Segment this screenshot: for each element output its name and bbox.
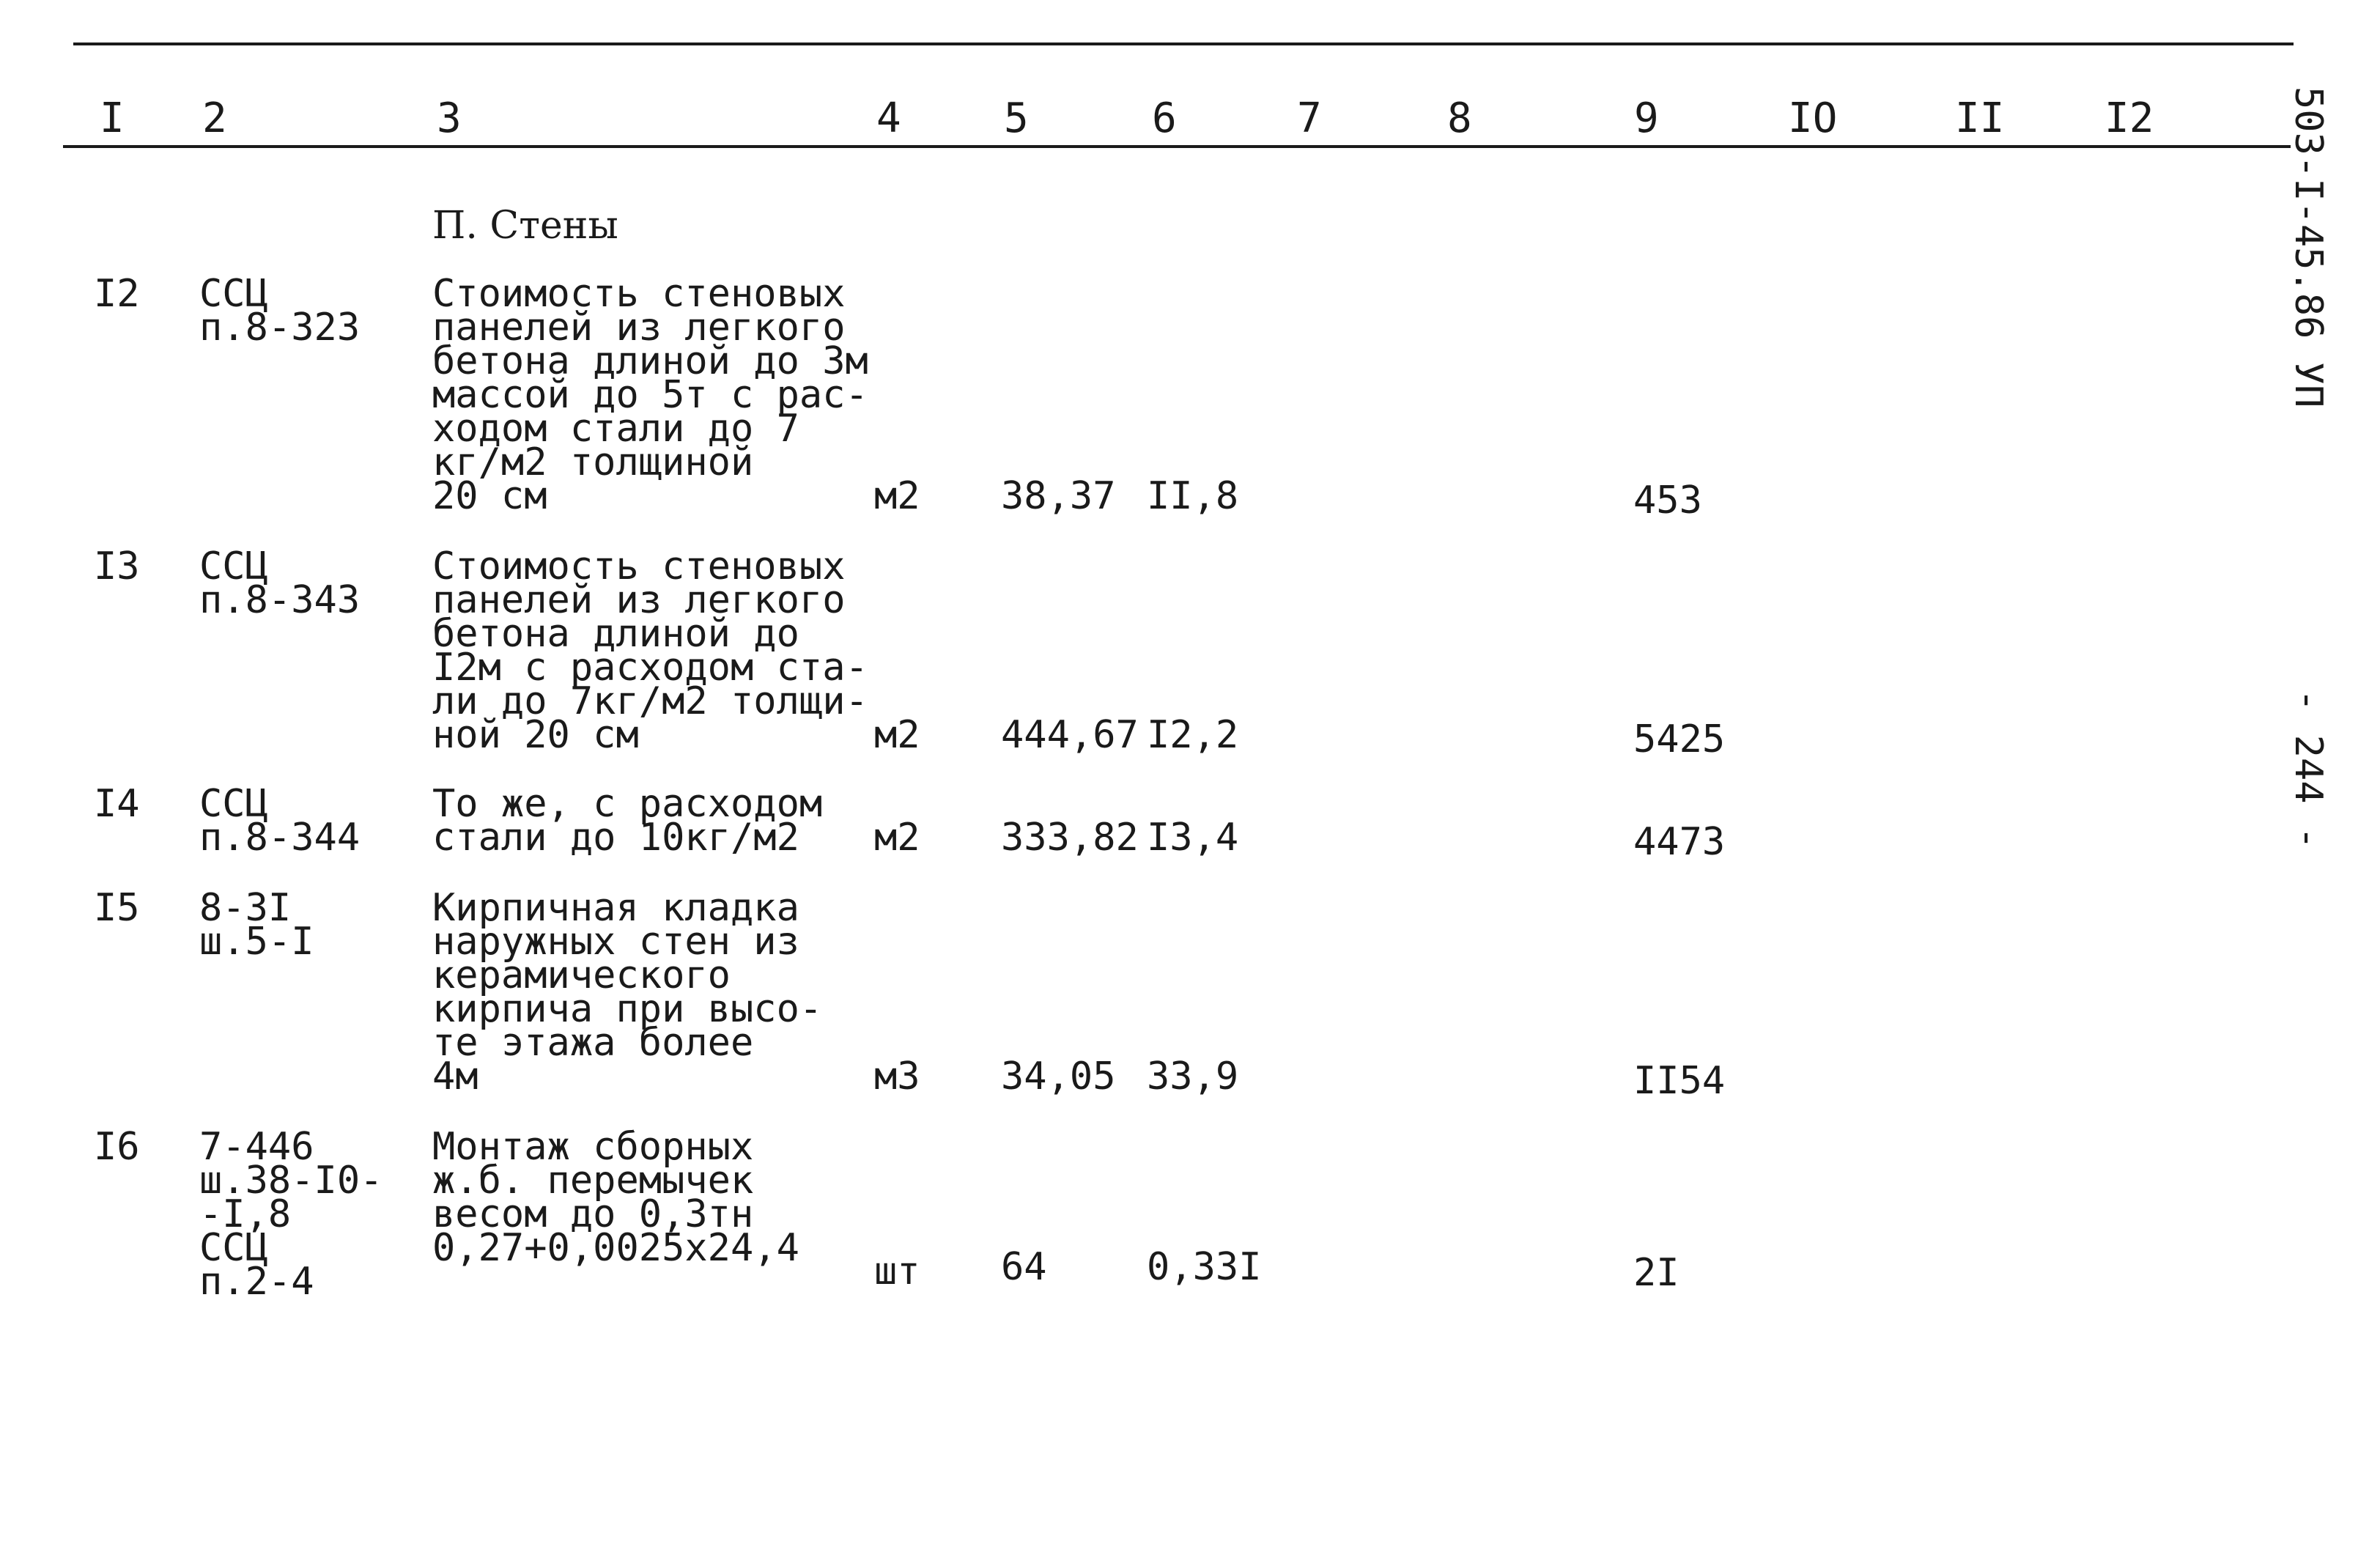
row-description: Стоимость стеновых панелей из легкого бетона длиной до 3м массой до 5т с рас- ходом стали до 7 кг/м2 толщиной 20 см [432,272,868,518]
row-unit-price: II,8 [1147,474,1239,518]
row-quantity: 34,05 [1001,1055,1116,1099]
row-total: II54 [1633,1059,1726,1103]
column-header: 5 [1004,95,1029,142]
page-number: - 244 - [2286,689,2330,850]
row-reference: 8-3I ш.5-I [199,886,314,964]
row-unit: м2 [874,713,920,757]
section-title: П. Стены [432,204,618,248]
row-number: I4 [94,782,140,826]
column-header: 8 [1447,95,1472,142]
row-quantity: 38,37 [1001,474,1116,518]
row-number: I5 [94,886,140,930]
column-header: 2 [202,95,227,142]
row-description: То же, с расходом стали до 10кг/м2 [432,782,823,860]
row-description: Кирпичная кладка наружных стен из керамического кирпича при высо- те этажа более 4м [432,886,823,1099]
row-unit-price: I2,2 [1147,713,1239,757]
column-header: 6 [1152,95,1177,142]
row-reference: ССЦ п.8-343 [199,544,361,622]
row-unit: м2 [874,474,920,518]
row-total: 2I [1633,1251,1679,1295]
column-header: 9 [1634,95,1659,142]
row-number: I6 [94,1125,140,1169]
row-unit: м3 [874,1055,920,1099]
row-description: Стоимость стеновых панелей из легкого бетона длиной до I2м с расходом ста- ли до 7кг/м2 толщи- ной 20 см [432,544,868,757]
row-number: I2 [94,272,140,316]
row-total: 5425 [1633,717,1726,761]
column-header: 3 [437,95,462,142]
column-header: 4 [876,95,901,142]
row-total: 4473 [1633,820,1726,864]
row-quantity: 64 [1001,1245,1047,1289]
row-reference: 7-446 ш.38-I0- -I,8 ССЦ п.2-4 [199,1125,383,1304]
row-number: I3 [94,544,140,588]
header-rule [63,145,2291,148]
column-header: II [1955,95,2005,142]
column-header: I [100,95,125,142]
row-description: Монтаж сборных ж.б. перемычек весом до 0,3тн 0,27+0,0025х24,4 [432,1125,799,1270]
row-unit: шт [874,1249,920,1293]
row-unit-price: I3,4 [1147,816,1239,860]
row-quantity: 444,67 [1001,713,1139,757]
row-quantity: 333,82 [1001,816,1139,860]
column-header: 7 [1297,95,1322,142]
row-reference: ССЦ п.8-323 [199,272,361,350]
top-rule [73,43,2294,45]
column-header: I2 [2104,95,2154,142]
column-header: IO [1788,95,1838,142]
row-total: 453 [1633,479,1702,523]
row-unit-price: 0,33I [1147,1245,1262,1289]
document-code: 503-I-45.86 УП [2286,86,2330,408]
row-unit: м2 [874,816,920,860]
row-reference: ССЦ п.8-344 [199,782,361,860]
row-unit-price: 33,9 [1147,1055,1239,1099]
